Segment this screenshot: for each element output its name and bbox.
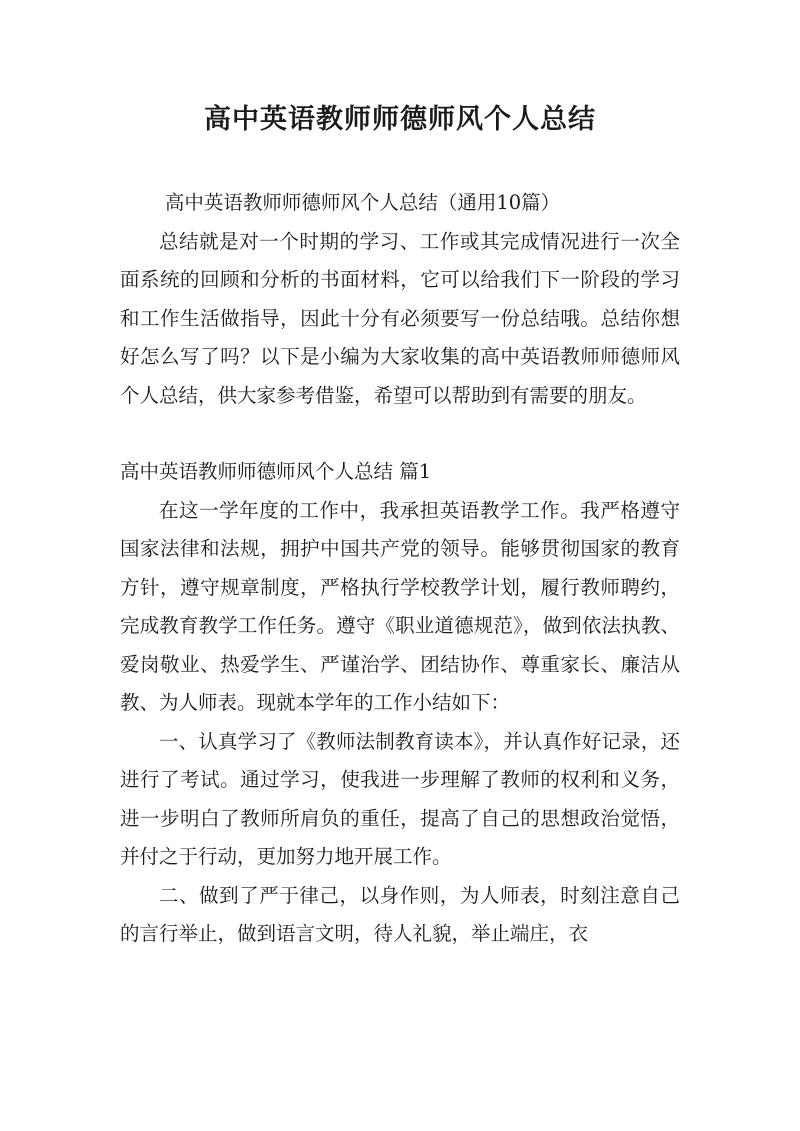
body-paragraph-1: 在这一学年度的工作中，我承担英语教学工作。我严格遵守国家法律和法规，拥护中国共产党的领导。能够贯彻国家的教育方针，遵守规章制度，严格执行学校教学计划，履行教师聘约，完成教育教学工作任务。遵守《职业道德规范》，做到依法执教、爱岗敬业、热爱学生、严谨治学、团结协作、尊重家长、廉洁从教、为人师表。现就本学年的工作小结如下： — [120, 498, 680, 714]
section-heading: 高中英语教师师德师风个人总结 篇1 — [120, 460, 432, 483]
body-paragraph-3: 二、做到了严于律己，以身作则，为人师表，时刻注意自己的言行举止，做到语言文明，待人礼貌，举止端庄，衣 — [120, 883, 680, 945]
document-subtitle: 高中英语教师师德师风个人总结（通用10篇） — [164, 191, 561, 214]
body-paragraph-2: 一、认真学习了《教师法制教育读本》，并认真作好记录，还进行了考试。通过学习，使我进一步理解了教师的权利和义务，进一步明白了教师所肩负的重任，提高了自己的思想政治觉悟，并付之于行动，更加努力地开展工作。 — [120, 729, 680, 868]
paragraph-gap — [120, 415, 680, 453]
intro-paragraph: 总结就是对一个时期的学习、工作或其完成情况进行一次全面系统的回顾和分析的书面材料，它可以给我们下一阶段的学习和工作生活做指导，因此十分有必须要写一份总结哦。总结你想好怎么写了吗？以下是小编为大家收集的高中英语教师师德师风个人总结，供大家参考借鉴，希望可以帮助到有需要的朋友。 — [120, 229, 680, 407]
document-title: 高中英语教师师德师风个人总结 — [204, 104, 596, 135]
document-body — [120, 184, 680, 954]
